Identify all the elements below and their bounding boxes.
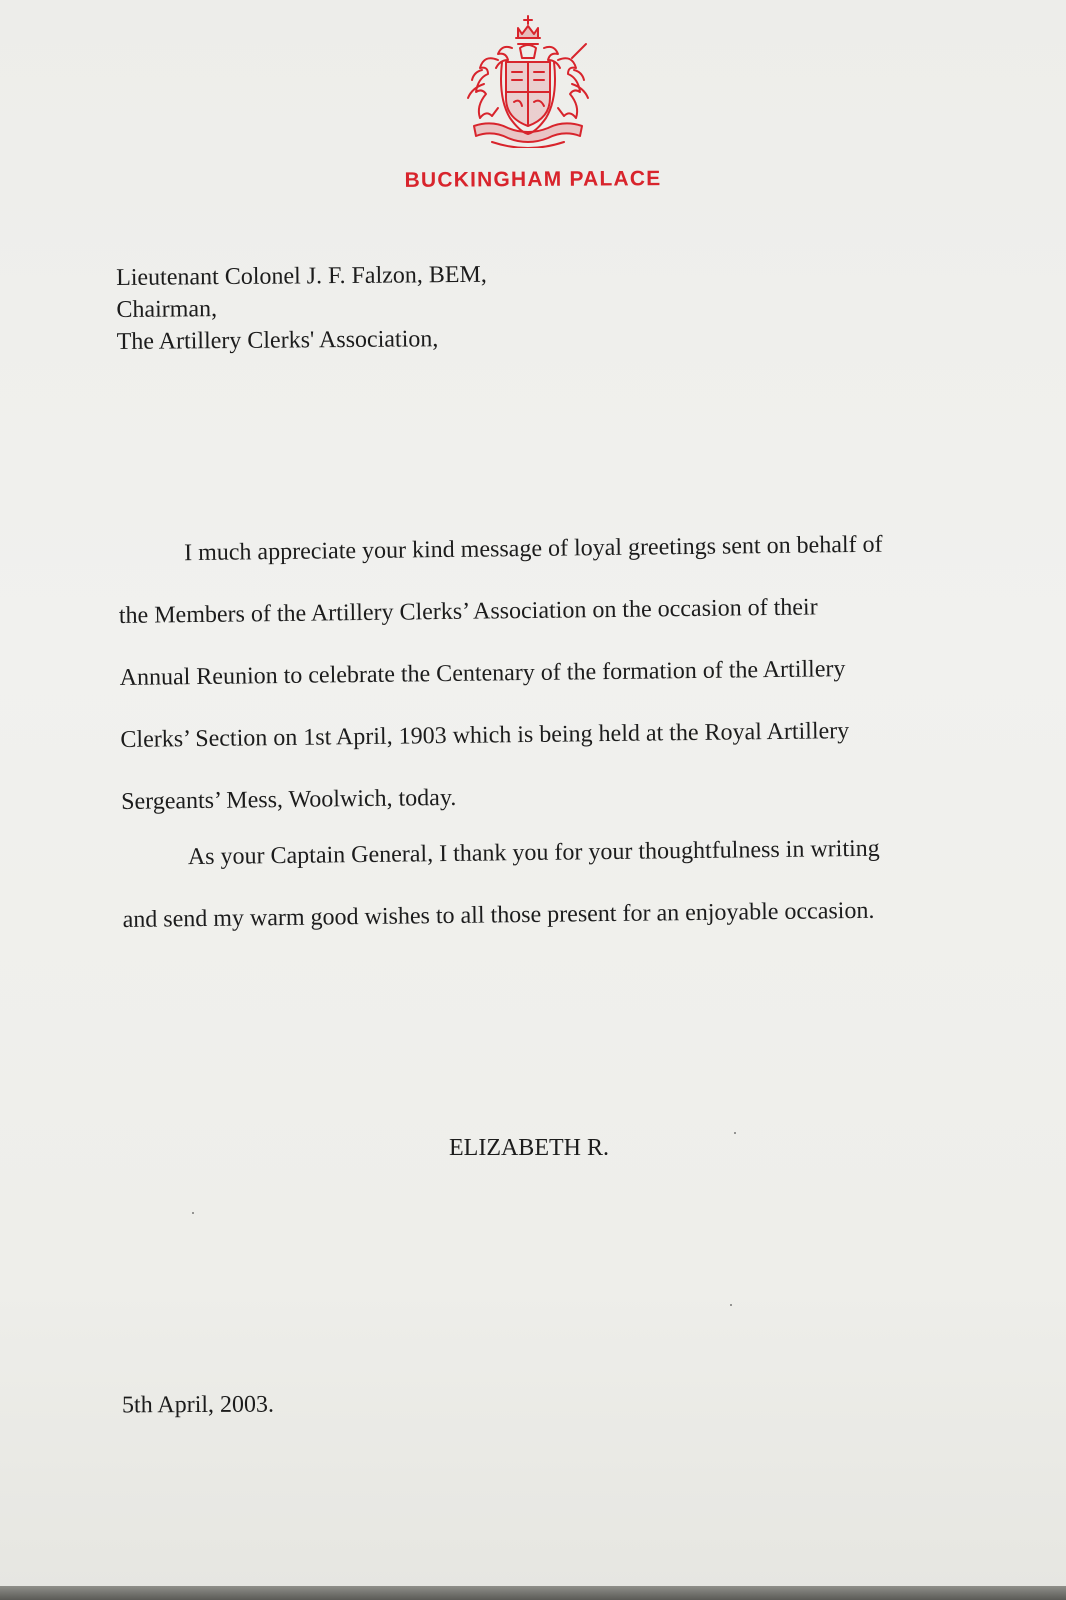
paper-speck bbox=[192, 1212, 194, 1214]
body-line: the Members of the Artillery Clerks’ Association on the occasion of their bbox=[118, 594, 818, 629]
body-line: Sergeants’ Mess, Woolwich, today. bbox=[121, 784, 457, 815]
body-line: and send my warm good wishes to all those present for an enjoyable occasion. bbox=[122, 897, 875, 933]
signature: ELIZABETH R. bbox=[449, 1135, 609, 1161]
recipient-line: Lieutenant Colonel J. F. Falzon, BEM, bbox=[116, 261, 487, 291]
letter-body bbox=[118, 530, 943, 968]
recipient-line: Chairman, bbox=[116, 296, 218, 323]
body-line: Annual Reunion to celebrate the Centenary of the formation of the Artillery bbox=[119, 656, 846, 691]
body-line: Clerks’ Section on 1st April, 1903 which is being held at the Royal Artillery bbox=[120, 718, 850, 753]
recipient-address bbox=[116, 259, 488, 358]
paper-speck bbox=[734, 1132, 736, 1134]
body-line: I much appreciate your kind message of loyal greetings sent on behalf of bbox=[184, 531, 883, 567]
paper-speck bbox=[730, 1304, 732, 1306]
letterhead-title: BUCKINGHAM PALACE bbox=[404, 167, 662, 192]
royal-coat-of-arms-icon bbox=[462, 14, 594, 148]
letter-date: 5th April, 2003. bbox=[121, 1391, 275, 1419]
body-line: As your Captain General, I thank you for your thoughtfulness in writing bbox=[187, 835, 880, 871]
recipient-line: The Artillery Clerks' Association, bbox=[116, 326, 439, 355]
